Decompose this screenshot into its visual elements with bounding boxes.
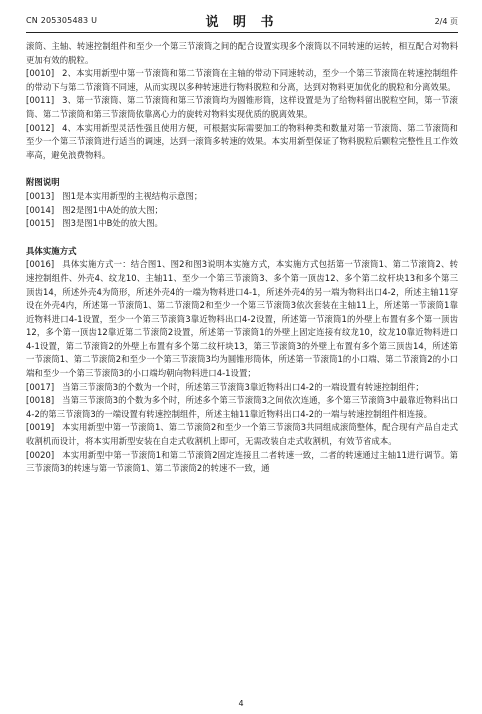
page-counter: 2/4 页 [434, 17, 458, 26]
paragraph-0017: [0017] 当第三节滚筒3的个数为一个时，所述第三节滚筒3靠近物料出口4-2的一端设置有转速控制组件； [26, 381, 424, 392]
paragraph-0019: [0019] 本实用新型中第一节滚筒1、第二节滚筒2和至少一个第三节滚筒3共同组成滚筒整体，配合现有产品自走式收割机而设计，将本实用新型安装在自走式收割机上即可，无需改装自走式收割机，有效节省成本。 [26, 422, 458, 447]
document-title: 说 明 书 [205, 15, 279, 30]
document-number: CN 205305483 U [26, 16, 98, 25]
paragraph-tag: [0010] [26, 68, 55, 79]
paragraph-tag: [0011] [26, 95, 55, 106]
paragraph-0020: [0020] 本实用新型中第一节滚筒1和第二节滚筒2固定连接且二者转速一致，二者的转速通过主轴11进行调节。第三节滚筒3的转速与第一节滚筒1、第二节滚筒2的转速不一致，通 [26, 449, 458, 474]
page-header [26, 8, 458, 33]
paragraph-0016: [0016] 具体实施方式一：结合图1、图2和图3说明本实施方式，本实施方式包括第一节滚筒1、第二节滚筒2、转速控制组件、外壳4、纹龙10、主轴11、至少一个第三节滚筒3、多个第一顶齿12、多个第二纹杆块13和多个第三顶齿14，所述外壳4为筒形，所述外壳4的一端为物料进口4-1，所述外壳4的另一端为物料出口4-2，所述主轴11穿设在外壳4内，所述第一节滚筒1、第二节滚筒2和至少一个第三节滚筒3依次套装在主轴11上，所述第一节滚筒1靠近物料进口4-1设置，至少一个第三节滚筒3靠近物料出口4-2设置，所述第一节滚筒1的外壁上布置有多个第一顶齿12，多个第一顶齿12靠近第二节滚筒2设置，所述第一节滚筒1的外壁上固定连接有纹龙10，纹龙10靠近物料进口4-1设置，第二节滚筒2的外壁上布置有多个第二纹杆块13，第三节滚筒3的外壁上布置有多个第三顶齿14，所述第一节滚筒1、第二节滚筒2和至少一个第三节滚筒3均为圆锥形筒体，所述第一节滚筒1的小口端、第二节滚筒2的小口端和至少一个第三节滚筒3的小口端均朝向物料进口4-1设置； [26, 259, 458, 379]
paragraph-0010: [0010] 2、本实用新型中第一节滚筒和第二节滚筒在主轴的带动下同速转动，至少一个第三节滚筒在转速控制组件的带动下与第二节滚筒不同速，从而实现以多种转速进行物料脱粒和分离，达到对物料更加优化的脱粒和分离效果。 [26, 68, 458, 92]
section-heading-implementation: 具体实施方式 [26, 245, 77, 256]
section-heading-figures: 附图说明 [26, 177, 60, 188]
page-number: 4 [238, 699, 244, 708]
paragraph-continued: 滚筒、主轴、转速控制组件和至少一个第三节滚筒之间的配合设置实现多个滚筒以不同转速的运转，相互配合对物料更加有效的脱粒。 [26, 41, 458, 65]
paragraph-0011: [0011] 3、第一节滚筒、第二节滚筒和第三节滚筒均为圆锥形筒，这样设置是为了给物料留出脱粒空间，第一节滚筒、第二节滚筒和第三节滚筒依靠离心力的旋转对物料实现优质的脱离效果。 [26, 95, 458, 119]
figure-item-0013: [0013] 图1是本实用新型的主视结构示意图； [26, 190, 203, 201]
document-body [26, 40, 458, 476]
figure-item-0015: [0015] 图3是图1中B处的放大图。 [26, 218, 163, 229]
paragraph-tag: [0012] [26, 122, 55, 133]
figure-item-0014: [0014] 图2是图1中A处的放大图； [26, 204, 163, 215]
paragraph-0018: [0018] 当第三节滚筒3的个数为多个时，所述多个第三节滚筒3之间依次连通，多个第三节滚筒3中最靠近物料出口4-2的第三节滚筒3的一端设置有转速控制组件，所述主轴11靠近物料出口4-2的一端与转速控制组件相连接。 [26, 395, 458, 419]
paragraph-0012: [0012] 4、本实用新型灵活性强且使用方便，可根据实际需要加工的物料种类和数量对第一节滚筒、第二节滚筒和至少一个第三节滚筒进行适当的调速，达到一滚筒多转速的效果。本实用新型保证了物料脱粒后颗粒完整性且工作效率高，避免浪费物料。 [26, 122, 458, 160]
